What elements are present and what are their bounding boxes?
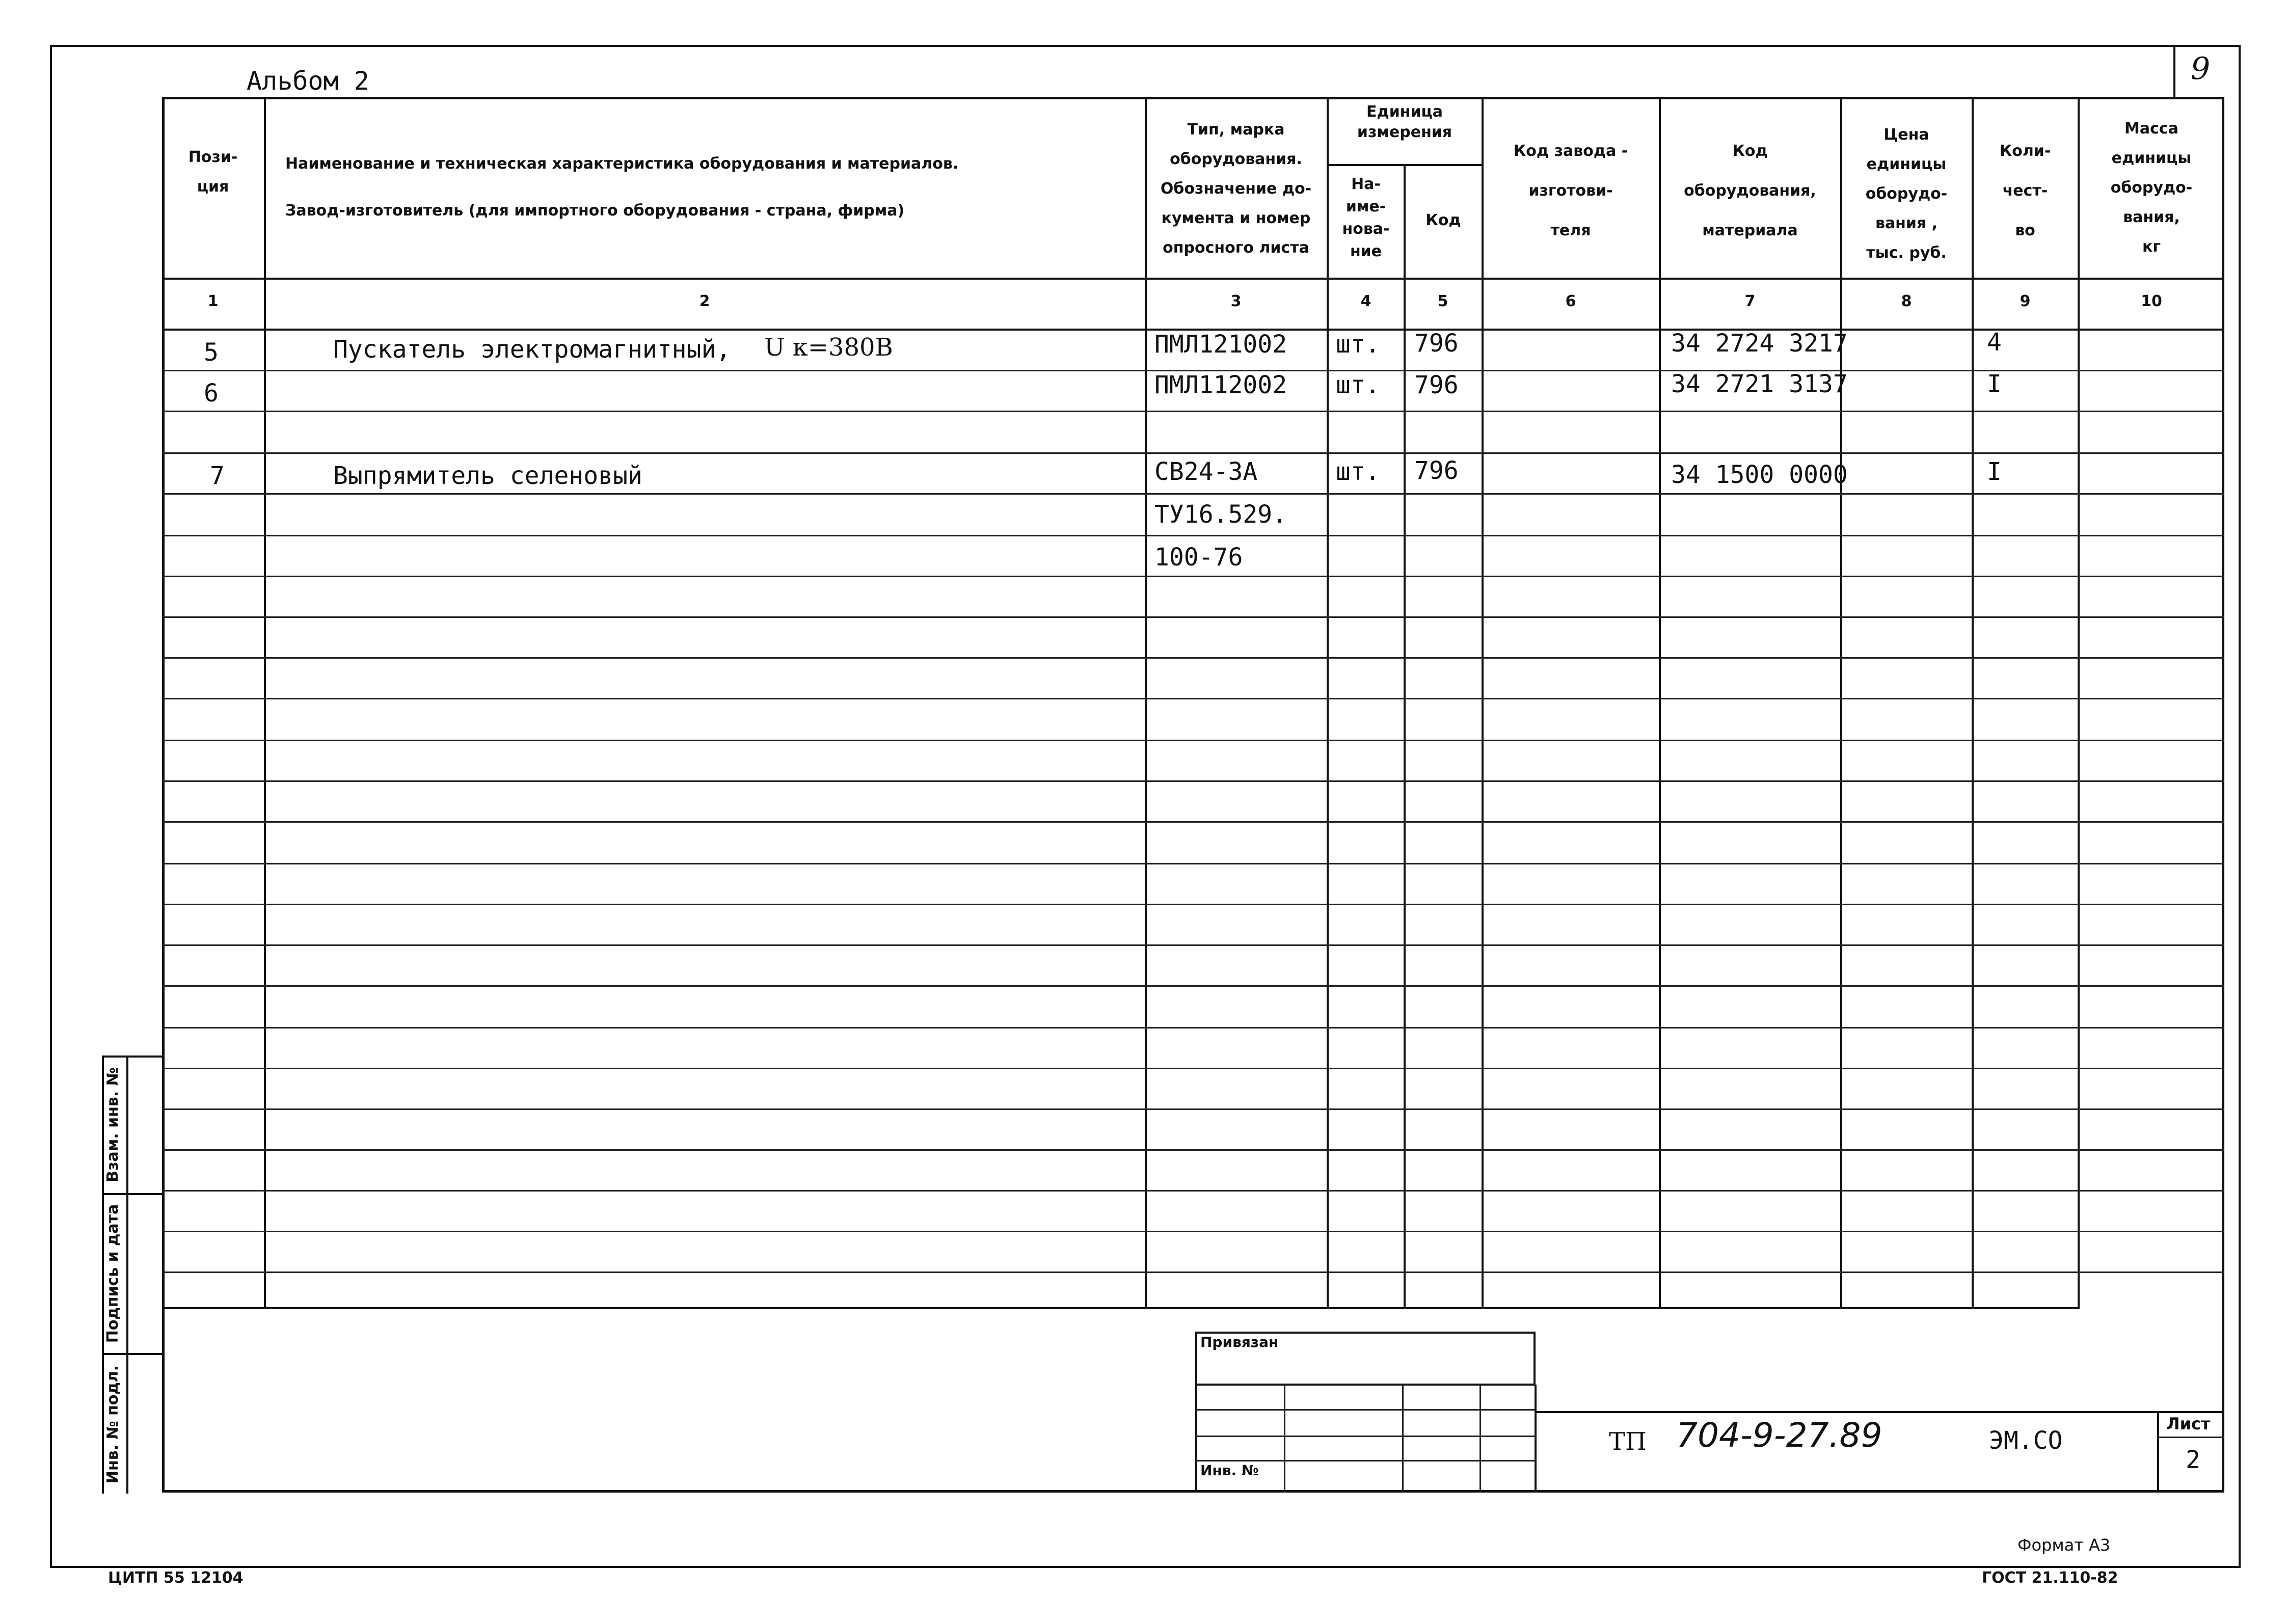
stamp-doc-number: 704-9-27.89 <box>1676 1416 1882 1455</box>
col-number: 1 <box>207 292 219 310</box>
footer-gost: ГОСТ 21.110-82 <box>1982 1569 2118 1587</box>
header-equipment-code: Код оборудования, материала <box>1684 142 1816 239</box>
row-unit-code: 796 <box>1414 371 1459 399</box>
row-name: Пускатель электромагнитный, <box>333 335 731 364</box>
stamp-tp: ТП <box>1609 1427 1647 1456</box>
side-label-replacement: Взам. инв. № <box>104 1067 122 1182</box>
footer-format: Формат А3 <box>2017 1535 2111 1555</box>
stamp-privyazan: Привязан <box>1200 1334 1279 1350</box>
stamp-sheet-label: Лист <box>2166 1414 2211 1433</box>
header-unit: Единица измерения <box>1357 103 1452 141</box>
row-quantity: I <box>1987 457 2002 486</box>
header-type: Тип, марка оборудования. Обозначение до- кумента и номер опросного листа <box>1160 121 1312 257</box>
album-label: Альбом 2 <box>247 66 369 96</box>
row-unit: шт. <box>1336 371 1380 399</box>
stamp-sheet-number: 2 <box>2186 1446 2200 1474</box>
header-unit-name: На- име- нова- ние <box>1342 175 1390 260</box>
row-position: 5 <box>204 338 219 367</box>
row-name: Выпрямитель селеновый <box>333 462 642 490</box>
side-label-inventory: Инв. № подл. <box>104 1365 122 1484</box>
header-mass: Масса единицы оборудо- вания, кг <box>2110 120 2193 256</box>
col-number: 4 <box>1360 292 1371 310</box>
col-number: 3 <box>1230 292 1242 310</box>
row-unit-code: 796 <box>1414 456 1459 485</box>
row-unit: шт. <box>1336 457 1380 486</box>
col-number: 9 <box>2020 292 2031 310</box>
row-type: ПМЛ121002 <box>1154 330 1287 359</box>
stamp-mark: ЭМ.СО <box>1989 1426 2063 1455</box>
row-position: 6 <box>204 379 219 408</box>
header-price: Цена единицы оборудо- вания , тыс. руб. <box>1865 126 1948 262</box>
row-quantity: 4 <box>1987 328 2002 357</box>
row-unit-code: 796 <box>1414 329 1459 358</box>
col-number: 7 <box>1744 292 1756 310</box>
corner-sheet-number: 9 <box>2191 51 2211 87</box>
row-name-extra: U к=380В <box>764 333 893 362</box>
col-number: 5 <box>1437 292 1448 310</box>
header-position: Пози- ция <box>188 148 238 196</box>
row-position: 7 <box>210 462 225 490</box>
row-type: СВ24-3А <box>1154 457 1258 486</box>
stamp-inv-label: Инв. № <box>1200 1462 1259 1479</box>
footer-left-code: ЦИТП 55 12104 <box>108 1569 244 1587</box>
side-label-signature: Подпись и дата <box>104 1204 122 1343</box>
row-type: ТУ16.529. <box>1154 500 1287 529</box>
row-quantity: I <box>1987 370 2002 398</box>
header-plant-code: Код завода - изготови- теля <box>1513 142 1628 239</box>
row-equipment-code: 34 1500 0000 <box>1671 461 1848 489</box>
row-equipment-code: 34 2724 3217 <box>1671 329 1848 358</box>
header-unit-code: Код <box>1425 211 1461 229</box>
row-type: 100-76 <box>1154 543 1243 572</box>
row-unit: шт. <box>1336 330 1380 359</box>
col-number: 8 <box>1901 292 1912 310</box>
col-number: 6 <box>1565 292 1576 310</box>
col-number: 10 <box>2141 292 2162 310</box>
col-number: 2 <box>699 292 710 310</box>
header-name: Наименование и техническая характеристика оборудования и материалов. Завод-изготовитель (для импортного оборудования - страна, фирма) <box>285 155 959 220</box>
header-quantity: Коли- чест- во <box>1999 142 2051 239</box>
row-equipment-code: 34 2721 3137 <box>1671 370 1848 398</box>
row-type: ПМЛ112002 <box>1154 371 1287 399</box>
